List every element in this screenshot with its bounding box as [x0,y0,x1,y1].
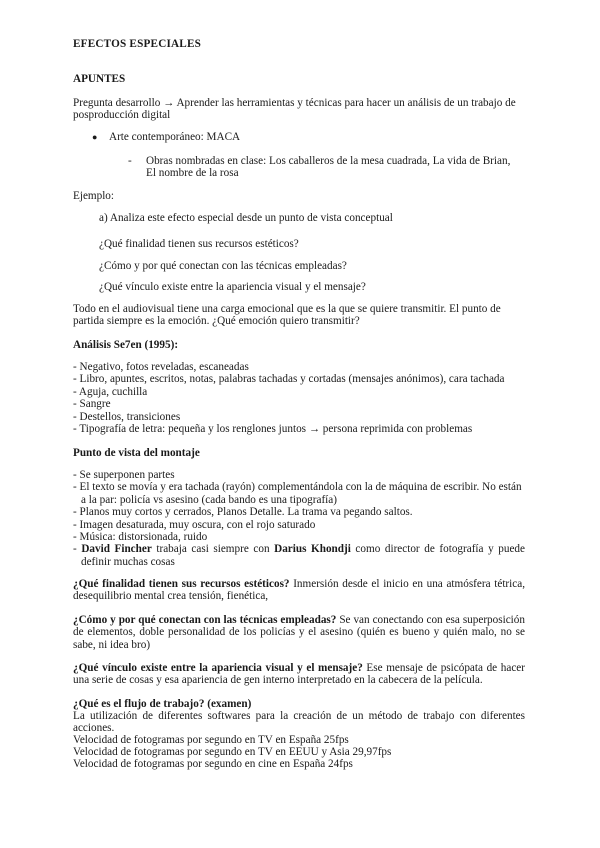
dash-icon: - [128,155,132,167]
question-line: Pregunta desarrollo → Aprender las herramientas y técnicas para hacer un análisis de un trabajo de posproducción digital [73,97,516,122]
bullet-text: Arte contemporáneo: MACA [109,131,241,143]
document-title: EFECTOS ESPECIALES [73,38,202,50]
example-question-3: ¿Qué vínculo existe entre la apariencia visual y el mensaje? [99,281,366,293]
workflow-heading: ¿Qué es el flujo de trabajo? (examen) [73,698,252,710]
list-item: - David Fincher trabaja casi siempre con Darius Khondji como director de fotografía y puede definir muchas cosas [73,543,525,568]
list-item: - Se superponen partes [73,469,175,481]
list-item: - Negativo, fotos reveladas, escaneadas [73,361,249,373]
fps-line-usa-asia-tv: Velocidad de fotogramas por segundo en TV en EEUU y Asia 29,97fps [73,746,392,758]
cinematographer-name: Darius Khondji [274,543,351,556]
director-name: David Fincher [81,543,152,556]
answer-2-question: ¿Cómo y por qué conectan con las técnicas empleadas? [73,614,337,626]
example-question-2: ¿Cómo y por qué conectan con las técnicas empleadas? [99,260,347,272]
fps-line-spain-tv: Velocidad de fotogramas por segundo en TV en España 25fps [73,734,349,746]
list-item: - Planos muy cortos y cerrados, Planos Detalle. La trama va pegando saltos. [73,506,413,519]
answer-3-text: Ese mensaje de psicópata de hacer una serie de cosas y esa apariencia de gen interno interpretado en la cabecera de la película. [73,662,525,687]
works-named-text: Obras nombradas en clase: Los caballeros de la mesa cuadrada, La vida de Brian, El nombre de la rosa [146,155,511,180]
answer-1 [73,578,525,603]
list-item: - Sangre [73,398,111,411]
montage-heading: Punto de vista del montaje [73,447,200,459]
answer-3-question: ¿Qué vínculo existe entre la apariencia visual y el mensaje? [73,662,363,674]
analysis-heading: Análisis Se7en (1995): [73,339,179,351]
list-item: - Música: distorsionada, ruido [73,531,208,544]
emotion-paragraph: Todo en el audiovisual tiene una carga emocional que es la que se quiere transmitir. El punto de partida siempre es la emoción. ¿Qué emoción quiero transmitir? [73,303,501,328]
example-label: Ejemplo: [73,190,115,202]
answer-1-question: ¿Qué finalidad tienen sus recursos estéticos? [73,578,290,590]
answer-3 [73,662,525,687]
answer-2-text: Se van conectando con esa superposición de elementos, doble personalidad de los policías y el asesino (quién es bueno y quién malo, no se sabe, ni idea bro) [73,614,525,651]
list-item: - Imagen desaturada, muy oscura, con el rojo saturado [73,518,316,531]
bullet-icon: ● [92,132,98,142]
list-item: - El texto se movía y era tachada (rayón) complementándola con la de máquina de escribir. No están a la par: policía vs asesino (cada bando es una tipografía) [73,481,522,506]
apuntes-heading: APUNTES [73,73,126,85]
answer-1-text: Inmersión desde el inicio en una atmósfera tétrica, desequilibrio mental crea tensión, fienética, [73,578,525,603]
example-item-a: a) Analiza este efecto especial desde un punto de vista conceptual [99,212,393,224]
list-item: - Libro, apuntes, escritos, notas, palabras tachadas y cortadas (mensajes anónimos), cara tachada [73,373,505,386]
workflow-text: La utilización de diferentes softwares para la creación de un método de trabajo con diferentes acciones. [73,710,525,735]
list-item: - Destellos, transiciones [73,410,181,423]
montage-list [73,469,525,568]
fps-line-spain-cinema: Velocidad de fotogramas por segundo en cine en España 24fps [73,758,353,770]
analysis-list [73,361,525,435]
list-item: - Aguja, cuchilla [73,385,148,398]
example-question-1: ¿Qué finalidad tienen sus recursos estéticos? [99,238,299,250]
list-item: - Tipografía de letra: pequeña y los renglones juntos → persona reprimida con problemas [73,423,473,436]
answer-2 [73,614,525,651]
